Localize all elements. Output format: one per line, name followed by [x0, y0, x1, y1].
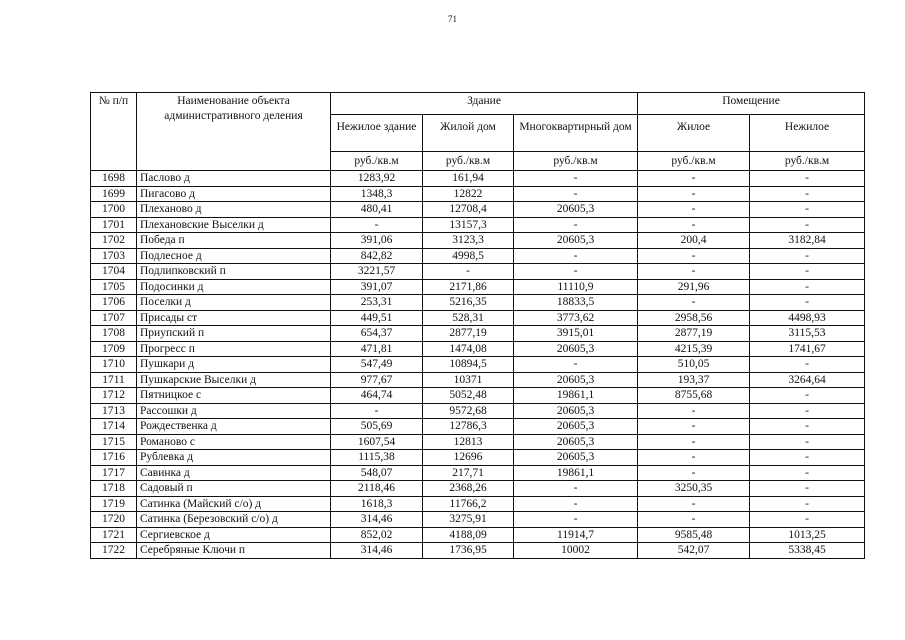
unit-label: руб./кв.м	[638, 152, 750, 171]
header-name: Наименование объекта административного деления	[137, 93, 331, 171]
nonresidential-premises-rate: 1013,25	[750, 527, 865, 543]
residential-house-rate: 2368,26	[423, 481, 514, 497]
object-name: Сергиевское д	[137, 527, 331, 543]
residential-premises-rate: 291,96	[638, 279, 750, 295]
header-building: Здание	[331, 93, 638, 115]
nonresidential-building-rate: 314,46	[331, 512, 423, 528]
table-row	[91, 419, 865, 435]
residential-house-rate: 2877,19	[423, 326, 514, 342]
residential-house-rate: 1736,95	[423, 543, 514, 559]
residential-premises-rate: 8755,68	[638, 388, 750, 404]
object-name: Пушкарские Выселки д	[137, 372, 331, 388]
apartment-building-rate: 18833,5	[514, 295, 638, 311]
unit-label: руб./кв.м	[750, 152, 865, 171]
table-row	[91, 233, 865, 249]
residential-premises-rate: -	[638, 186, 750, 202]
residential-premises-rate: -	[638, 465, 750, 481]
residential-house-rate: 12822	[423, 186, 514, 202]
residential-house-rate: 12786,3	[423, 419, 514, 435]
nonresidential-building-rate: 3221,57	[331, 264, 423, 280]
row-number: 1700	[91, 202, 137, 218]
residential-premises-rate: -	[638, 419, 750, 435]
residential-house-rate: 3123,3	[423, 233, 514, 249]
nonresidential-premises-rate: 5338,45	[750, 543, 865, 559]
header-number: № п/п	[91, 93, 137, 171]
apartment-building-rate: -	[514, 171, 638, 187]
nonresidential-premises-rate: -	[750, 465, 865, 481]
nonresidential-building-rate: 253,31	[331, 295, 423, 311]
table-row	[91, 512, 865, 528]
object-name: Плехановские Выселки д	[137, 217, 331, 233]
residential-premises-rate: -	[638, 248, 750, 264]
residential-house-rate: 12696	[423, 450, 514, 466]
unit-label: руб./кв.м	[423, 152, 514, 171]
nonresidential-building-rate: 480,41	[331, 202, 423, 218]
apartment-building-rate: 20605,3	[514, 341, 638, 357]
nonresidential-premises-rate: 1741,67	[750, 341, 865, 357]
row-number: 1704	[91, 264, 137, 280]
nonresidential-premises-rate: -	[750, 388, 865, 404]
table-row	[91, 264, 865, 280]
object-name: Поселки д	[137, 295, 331, 311]
apartment-building-rate: -	[514, 481, 638, 497]
row-number: 1710	[91, 357, 137, 373]
row-number: 1717	[91, 465, 137, 481]
object-name: Плеханово д	[137, 202, 331, 218]
row-number: 1720	[91, 512, 137, 528]
residential-house-rate: 4998,5	[423, 248, 514, 264]
row-number: 1716	[91, 450, 137, 466]
nonresidential-building-rate: 548,07	[331, 465, 423, 481]
unit-label: руб./кв.м	[514, 152, 638, 171]
apartment-building-rate: 20605,3	[514, 419, 638, 435]
row-number: 1705	[91, 279, 137, 295]
header-premises: Помещение	[638, 93, 865, 115]
row-number: 1706	[91, 295, 137, 311]
object-name: Садовый п	[137, 481, 331, 497]
nonresidential-premises-rate: -	[750, 403, 865, 419]
apartment-building-rate: 11110,9	[514, 279, 638, 295]
nonresidential-premises-rate: 3264,64	[750, 372, 865, 388]
nonresidential-premises-rate: -	[750, 450, 865, 466]
table-row	[91, 543, 865, 559]
residential-house-rate: 161,94	[423, 171, 514, 187]
residential-premises-rate: 2877,19	[638, 326, 750, 342]
object-name: Подосинки д	[137, 279, 331, 295]
residential-premises-rate: -	[638, 434, 750, 450]
residential-house-rate: 1474,08	[423, 341, 514, 357]
unit-label: руб./кв.м	[331, 152, 423, 171]
apartment-building-rate: -	[514, 217, 638, 233]
nonresidential-building-rate: 547,49	[331, 357, 423, 373]
nonresidential-building-rate: 1115,38	[331, 450, 423, 466]
residential-premises-rate: 193,37	[638, 372, 750, 388]
object-name: Прогресс п	[137, 341, 331, 357]
residential-house-rate: 12708,4	[423, 202, 514, 218]
apartment-building-rate: -	[514, 357, 638, 373]
row-number: 1698	[91, 171, 137, 187]
table-row	[91, 326, 865, 342]
table-row	[91, 403, 865, 419]
table-row	[91, 279, 865, 295]
residential-house-rate: 10371	[423, 372, 514, 388]
nonresidential-building-rate: 1607,54	[331, 434, 423, 450]
row-number: 1702	[91, 233, 137, 249]
nonresidential-building-rate: 1283,92	[331, 171, 423, 187]
table-row	[91, 372, 865, 388]
residential-premises-rate: -	[638, 295, 750, 311]
tariff-table	[90, 92, 865, 559]
table-row	[91, 481, 865, 497]
nonresidential-premises-rate: -	[750, 264, 865, 280]
apartment-building-rate: -	[514, 186, 638, 202]
table-row	[91, 388, 865, 404]
object-name: Подлипковский п	[137, 264, 331, 280]
nonresidential-premises-rate: -	[750, 496, 865, 512]
nonresidential-building-rate: 391,07	[331, 279, 423, 295]
object-name: Сатинка (Березовский с/о) д	[137, 512, 331, 528]
object-name: Рублевка д	[137, 450, 331, 466]
row-number: 1703	[91, 248, 137, 264]
nonresidential-premises-rate: -	[750, 202, 865, 218]
nonresidential-premises-rate: -	[750, 171, 865, 187]
residential-house-rate: -	[423, 264, 514, 280]
residential-house-rate: 5216,35	[423, 295, 514, 311]
apartment-building-rate: -	[514, 264, 638, 280]
table-row	[91, 357, 865, 373]
row-number: 1699	[91, 186, 137, 202]
row-number: 1707	[91, 310, 137, 326]
table-row	[91, 248, 865, 264]
residential-premises-rate: 200,4	[638, 233, 750, 249]
nonresidential-building-rate: -	[331, 217, 423, 233]
nonresidential-building-rate: -	[331, 403, 423, 419]
residential-premises-rate: 4215,39	[638, 341, 750, 357]
nonresidential-building-rate: 654,37	[331, 326, 423, 342]
residential-premises-rate: -	[638, 496, 750, 512]
nonresidential-premises-rate: -	[750, 481, 865, 497]
table-row	[91, 450, 865, 466]
apartment-building-rate: -	[514, 512, 638, 528]
residential-house-rate: 2171,86	[423, 279, 514, 295]
nonresidential-premises-rate: -	[750, 248, 865, 264]
residential-premises-rate: -	[638, 171, 750, 187]
table-row	[91, 171, 865, 187]
nonresidential-premises-rate: -	[750, 295, 865, 311]
residential-premises-rate: 2958,56	[638, 310, 750, 326]
row-number: 1721	[91, 527, 137, 543]
object-name: Победа п	[137, 233, 331, 249]
residential-premises-rate: 9585,48	[638, 527, 750, 543]
table-row	[91, 434, 865, 450]
residential-house-rate: 9572,68	[423, 403, 514, 419]
nonresidential-building-rate: 464,74	[331, 388, 423, 404]
table-row	[91, 202, 865, 218]
apartment-building-rate: 20605,3	[514, 450, 638, 466]
apartment-building-rate: -	[514, 248, 638, 264]
page-number: 71	[448, 14, 457, 24]
table-row	[91, 341, 865, 357]
nonresidential-premises-rate: -	[750, 217, 865, 233]
residential-premises-rate: -	[638, 217, 750, 233]
header-residential-premises: Жилое	[638, 115, 750, 152]
object-name: Сатинка (Майский с/о) д	[137, 496, 331, 512]
residential-premises-rate: -	[638, 202, 750, 218]
object-name: Присады ст	[137, 310, 331, 326]
object-name: Подлесное д	[137, 248, 331, 264]
row-number: 1718	[91, 481, 137, 497]
nonresidential-premises-rate: -	[750, 357, 865, 373]
nonresidential-premises-rate: -	[750, 186, 865, 202]
row-number: 1722	[91, 543, 137, 559]
table-body	[91, 171, 865, 559]
nonresidential-premises-rate: 3115,53	[750, 326, 865, 342]
row-number: 1713	[91, 403, 137, 419]
nonresidential-premises-rate: -	[750, 512, 865, 528]
row-number: 1715	[91, 434, 137, 450]
row-number: 1712	[91, 388, 137, 404]
residential-house-rate: 12813	[423, 434, 514, 450]
residential-house-rate: 528,31	[423, 310, 514, 326]
apartment-building-rate: 20605,3	[514, 403, 638, 419]
residential-premises-rate: -	[638, 450, 750, 466]
residential-house-rate: 10894,5	[423, 357, 514, 373]
residential-house-rate: 217,71	[423, 465, 514, 481]
object-name: Пушкари д	[137, 357, 331, 373]
nonresidential-premises-rate: -	[750, 419, 865, 435]
apartment-building-rate: 19861,1	[514, 388, 638, 404]
nonresidential-building-rate: 852,02	[331, 527, 423, 543]
apartment-building-rate: 3915,01	[514, 326, 638, 342]
apartment-building-rate: -	[514, 496, 638, 512]
object-name: Пигасово д	[137, 186, 331, 202]
nonresidential-building-rate: 391,06	[331, 233, 423, 249]
object-name: Серебряные Ключи п	[137, 543, 331, 559]
residential-premises-rate: -	[638, 403, 750, 419]
residential-premises-rate: 510,05	[638, 357, 750, 373]
object-name: Рассошки д	[137, 403, 331, 419]
table-row	[91, 295, 865, 311]
header-apartment-building: Многоквартирный дом	[514, 115, 638, 152]
row-number: 1708	[91, 326, 137, 342]
table-row	[91, 186, 865, 202]
residential-premises-rate: 542,07	[638, 543, 750, 559]
apartment-building-rate: 3773,62	[514, 310, 638, 326]
apartment-building-rate: 10002	[514, 543, 638, 559]
object-name: Пятницкое с	[137, 388, 331, 404]
apartment-building-rate: 20605,3	[514, 202, 638, 218]
nonresidential-building-rate: 977,67	[331, 372, 423, 388]
residential-house-rate: 13157,3	[423, 217, 514, 233]
nonresidential-premises-rate: -	[750, 279, 865, 295]
nonresidential-premises-rate: 3182,84	[750, 233, 865, 249]
object-name: Савинка д	[137, 465, 331, 481]
nonresidential-premises-rate: -	[750, 434, 865, 450]
table-row	[91, 310, 865, 326]
apartment-building-rate: 11914,7	[514, 527, 638, 543]
nonresidential-premises-rate: 4498,93	[750, 310, 865, 326]
row-number: 1719	[91, 496, 137, 512]
nonresidential-building-rate: 2118,46	[331, 481, 423, 497]
header-nonresidential-building: Нежилое здание	[331, 115, 423, 152]
residential-house-rate: 3275,91	[423, 512, 514, 528]
object-name: Паслово д	[137, 171, 331, 187]
row-number: 1709	[91, 341, 137, 357]
residential-premises-rate: -	[638, 264, 750, 280]
residential-house-rate: 4188,09	[423, 527, 514, 543]
row-number: 1711	[91, 372, 137, 388]
apartment-building-rate: 19861,1	[514, 465, 638, 481]
nonresidential-building-rate: 1348,3	[331, 186, 423, 202]
object-name: Приупский п	[137, 326, 331, 342]
header-nonresidential-premises: Нежилое	[750, 115, 865, 152]
nonresidential-building-rate: 471,81	[331, 341, 423, 357]
apartment-building-rate: 20605,3	[514, 233, 638, 249]
residential-house-rate: 11766,2	[423, 496, 514, 512]
nonresidential-building-rate: 505,69	[331, 419, 423, 435]
object-name: Рождественка д	[137, 419, 331, 435]
nonresidential-building-rate: 1618,3	[331, 496, 423, 512]
nonresidential-building-rate: 314,46	[331, 543, 423, 559]
table-row	[91, 496, 865, 512]
object-name: Романово с	[137, 434, 331, 450]
row-number: 1701	[91, 217, 137, 233]
row-number: 1714	[91, 419, 137, 435]
apartment-building-rate: 20605,3	[514, 372, 638, 388]
nonresidential-building-rate: 842,82	[331, 248, 423, 264]
residential-premises-rate: -	[638, 512, 750, 528]
table-row	[91, 527, 865, 543]
residential-premises-rate: 3250,35	[638, 481, 750, 497]
apartment-building-rate: 20605,3	[514, 434, 638, 450]
header-residential-house: Жилой дом	[423, 115, 514, 152]
table-row	[91, 217, 865, 233]
table-row	[91, 465, 865, 481]
residential-house-rate: 5052,48	[423, 388, 514, 404]
nonresidential-building-rate: 449,51	[331, 310, 423, 326]
